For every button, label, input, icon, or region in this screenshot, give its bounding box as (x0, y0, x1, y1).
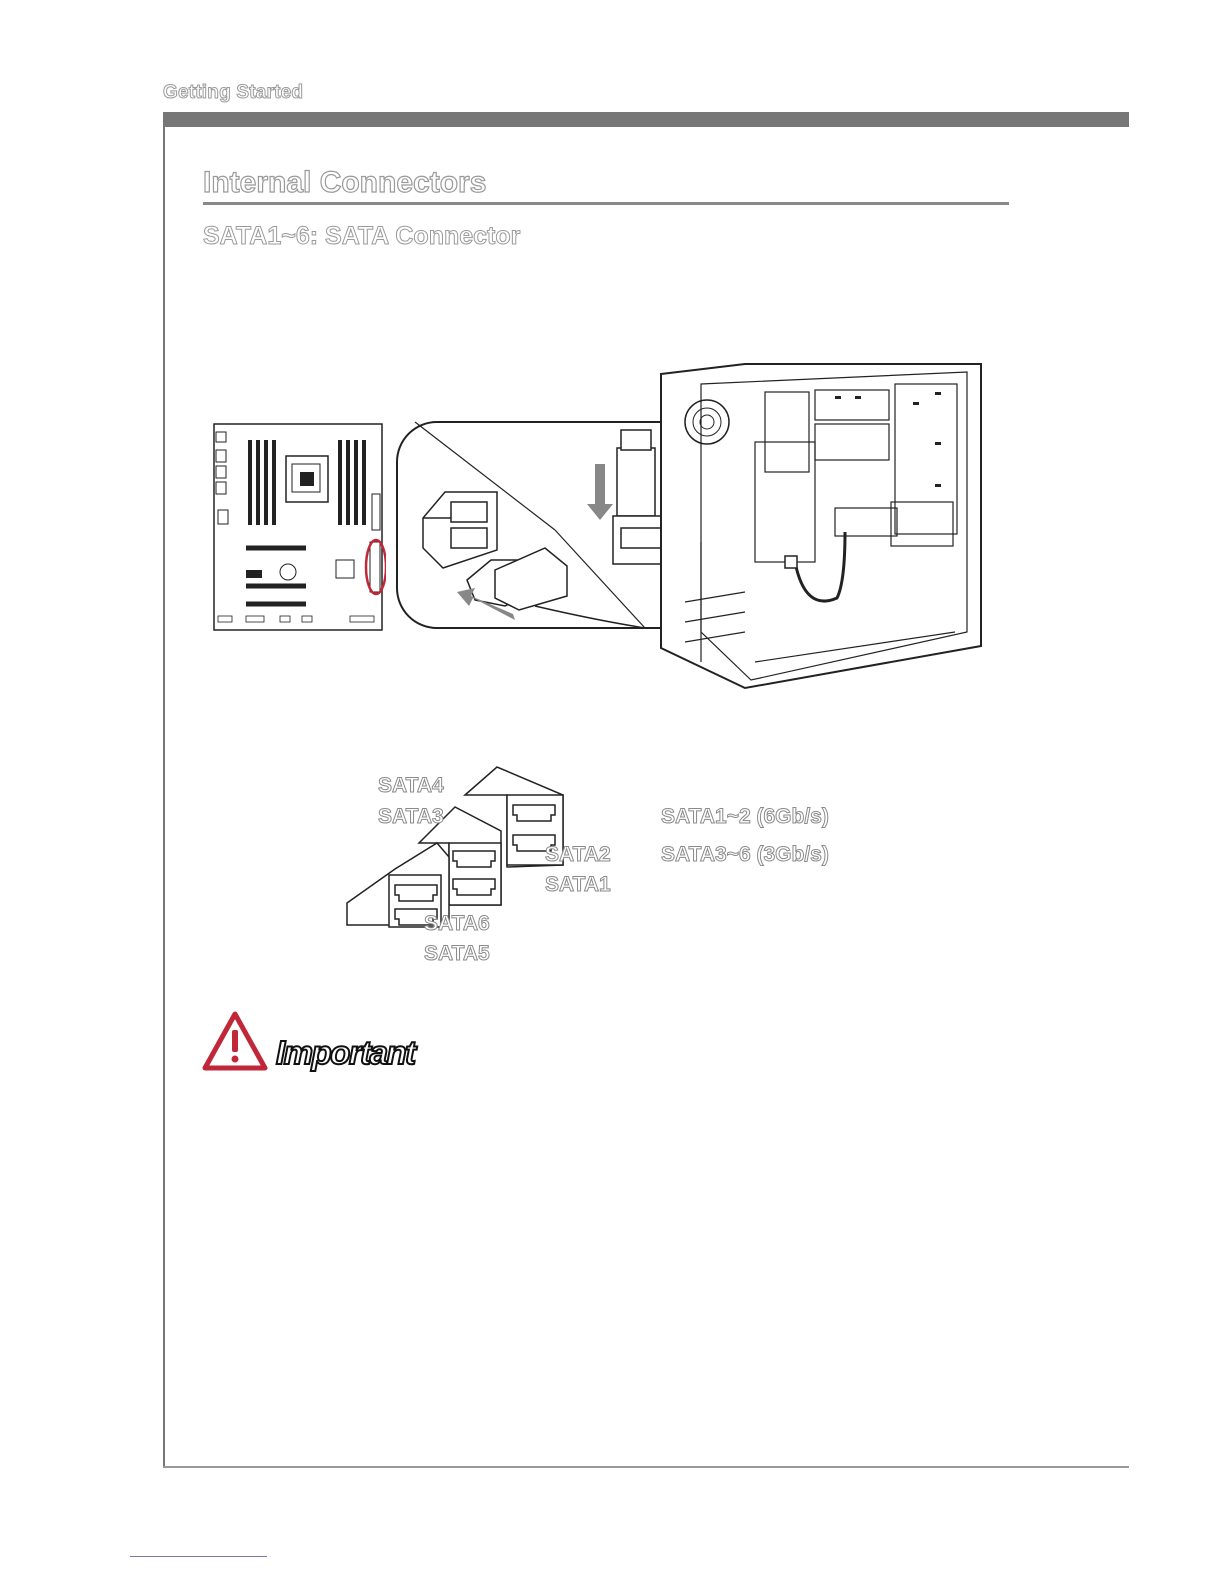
motherboard-illustration (210, 420, 386, 632)
running-header: Getting Started (163, 82, 304, 103)
important-heading: Important (276, 1034, 415, 1071)
warning-triangle-icon (201, 1010, 269, 1072)
speed-note-3gbps: SATA3~6 (3Gb/s) (661, 843, 829, 866)
footer-link-underline (130, 1556, 267, 1557)
header-bar (163, 112, 1129, 127)
sata3-label: SATA3 (378, 805, 444, 828)
speed-note-6gbps: SATA1~2 (6Gb/s) (661, 805, 829, 828)
pc-case-illustration (655, 362, 985, 690)
sata5-label: SATA5 (424, 942, 490, 965)
page-title: Internal Connectors (203, 166, 487, 199)
left-margin-rule (163, 112, 165, 1468)
connector-subtitle: SATA1~6: SATA Connector (203, 222, 521, 250)
sata6-label: SATA6 (424, 912, 490, 935)
sata2-label: SATA2 (545, 843, 611, 866)
sata1-label: SATA1 (545, 873, 611, 896)
sata4-label: SATA4 (378, 774, 444, 797)
bottom-rule (163, 1466, 1129, 1468)
title-underline (203, 202, 1009, 205)
